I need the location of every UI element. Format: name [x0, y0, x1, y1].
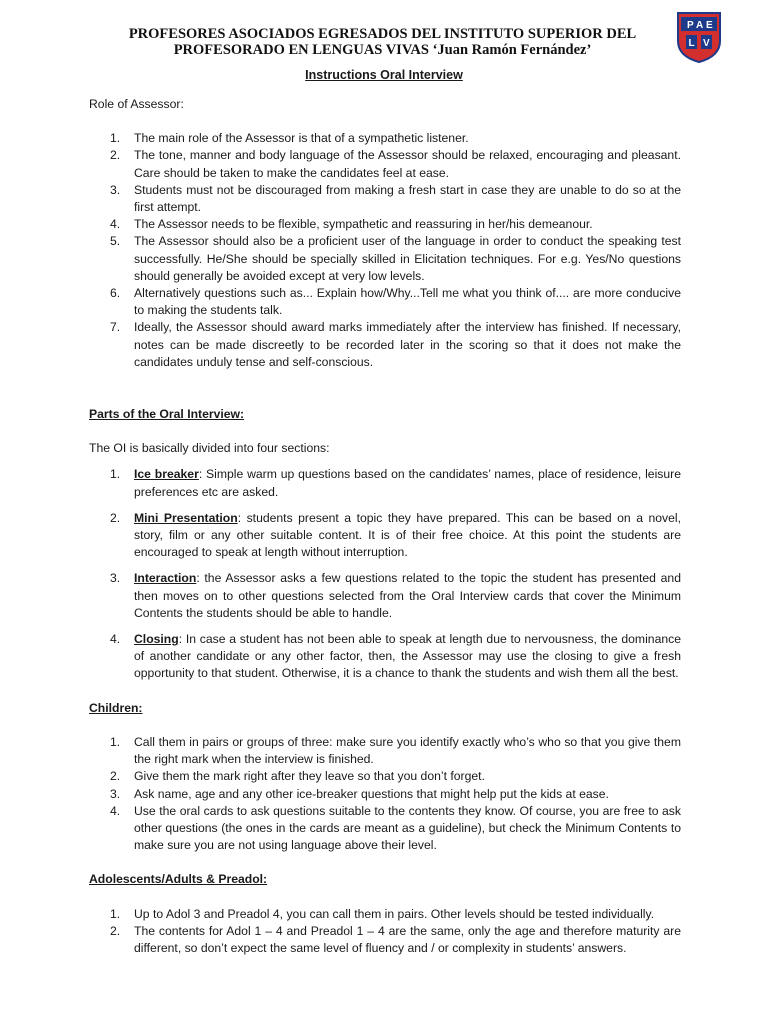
- list-item: 1. Ice breaker: Simple warm up questions based on the candidates’ names, place of residence, leisure preferences etc are asked.: [110, 467, 681, 499]
- children-list: [89, 734, 681, 854]
- list-item: 3. Ask name, age and any other ice-breaker questions that might help put the kids at ease.: [110, 786, 609, 801]
- svg-text:E: E: [706, 20, 713, 31]
- list-item: 3. Interaction: the Assessor asks a few questions related to the topic the student has presented and then moves on to other questions selected from the Oral Interview cards that cover the Minimum Contents the students should be able to handle.: [110, 571, 681, 620]
- header-line-2: PROFESORADO EN LENGUAS VIVAS ‘Juan Ramón Fernández’: [173, 42, 592, 58]
- term-mini-presentation: Mini Presentation: [134, 510, 238, 525]
- role-list: [89, 130, 681, 371]
- list-item: 3. Students must not be discouraged from making a fresh start in case they are unable to do so at the first attempt.: [110, 182, 681, 215]
- list-item: 4. Use the oral cards to ask questions suitable to the contents they know. Of course, you are free to ask other questions (the ones in the cards are meant as a guideline), but check the Minimum Contents to make sure you are not using language above their level.: [110, 803, 681, 853]
- role-heading: Role of Assessor:: [89, 97, 184, 111]
- parts-heading: Parts of the Oral Interview:: [89, 407, 245, 422]
- list-item: 1. Up to Adol 3 and Preadol 4, you can call them in pairs. Other levels should be tested individually.: [110, 906, 655, 921]
- list-item: 5. The Assessor should also be a proficient user of the language in order to conduct the speaking test successfully. He/She should be specially skilled in Elicitation techniques. For e.g. Yes/No questions should generally be avoided except at very low levels.: [110, 234, 681, 283]
- list-item: 2. Mini Presentation: students present a topic they have prepared. This can be based on a novel, story, film or any other suitable content. It is of their free choice. At this point the students are encouraged to speak at length without interruption.: [110, 510, 682, 560]
- list-item: 4. Closing: In case a student has not been able to speak at length due to nervousness, the dominance of another candidate or any other factor, then, the Assessor may use the closing to give a fresh opportunity to that student. Otherwise, it is a chance to thank the students and wish them all the best.: [110, 632, 681, 681]
- document-body: [89, 96, 681, 957]
- header-line-1: PROFESORES ASOCIADOS EGRESADOS DEL INSTITUTO SUPERIOR DEL: [128, 26, 637, 42]
- term-ice-breaker: Ice breaker: [134, 467, 199, 482]
- svg-text:P: P: [687, 20, 694, 31]
- document-title: Instructions Oral Interview: [305, 68, 463, 82]
- list-item: 1. The main role of the Assessor is that of a sympathetic listener.: [110, 131, 469, 146]
- svg-text:A: A: [696, 20, 704, 31]
- term-closing: Closing: [134, 632, 179, 647]
- list-item: 2. Give them the mark right after they leave so that you don’t forget.: [110, 769, 485, 784]
- children-heading: Children:: [89, 700, 143, 715]
- svg-text:V: V: [703, 38, 710, 49]
- list-item: 7. Ideally, the Assessor should award marks immediately after the interview has finished. If necessary, notes can be made discreetly to be recorded later in the scoring so that it does not make the candidates unduly tense and self-conscious.: [110, 320, 681, 369]
- parts-intro: The OI is basically divided into four sections:: [89, 441, 330, 456]
- term-interaction: Interaction: [134, 571, 197, 586]
- list-item: 6. Alternatively questions such as... Explain how/Why...Tell me what you think of.... are more conducive to making the students talk.: [110, 286, 681, 318]
- list-item: 2. The contents for Adol 1 – 4 and Preadol 1 – 4 are the same, only the age and therefore maturity are different, so don’t expect the same level of fluency and / or complexity in students’ answers.: [110, 923, 681, 955]
- parts-list: [89, 466, 681, 682]
- list-item: 2. The tone, manner and body language of the Assessor should be relaxed, encouraging and pleasant. Care should be taken to make the candidates feel at ease.: [110, 148, 681, 180]
- list-item: 1. Call them in pairs or groups of three: make sure you identify exactly who’s who so that you give them the right mark when the interview is finished.: [110, 734, 681, 767]
- adolescents-list: [89, 906, 681, 958]
- institution-header: [90, 26, 675, 58]
- crest-logo: [676, 11, 722, 63]
- svg-text:L: L: [688, 38, 695, 49]
- adolescents-heading: Adolescents/Adults & Preadol:: [89, 872, 268, 887]
- list-item: 4. The Assessor needs to be flexible, sympathetic and reassuring in her/his demeanour.: [110, 217, 593, 232]
